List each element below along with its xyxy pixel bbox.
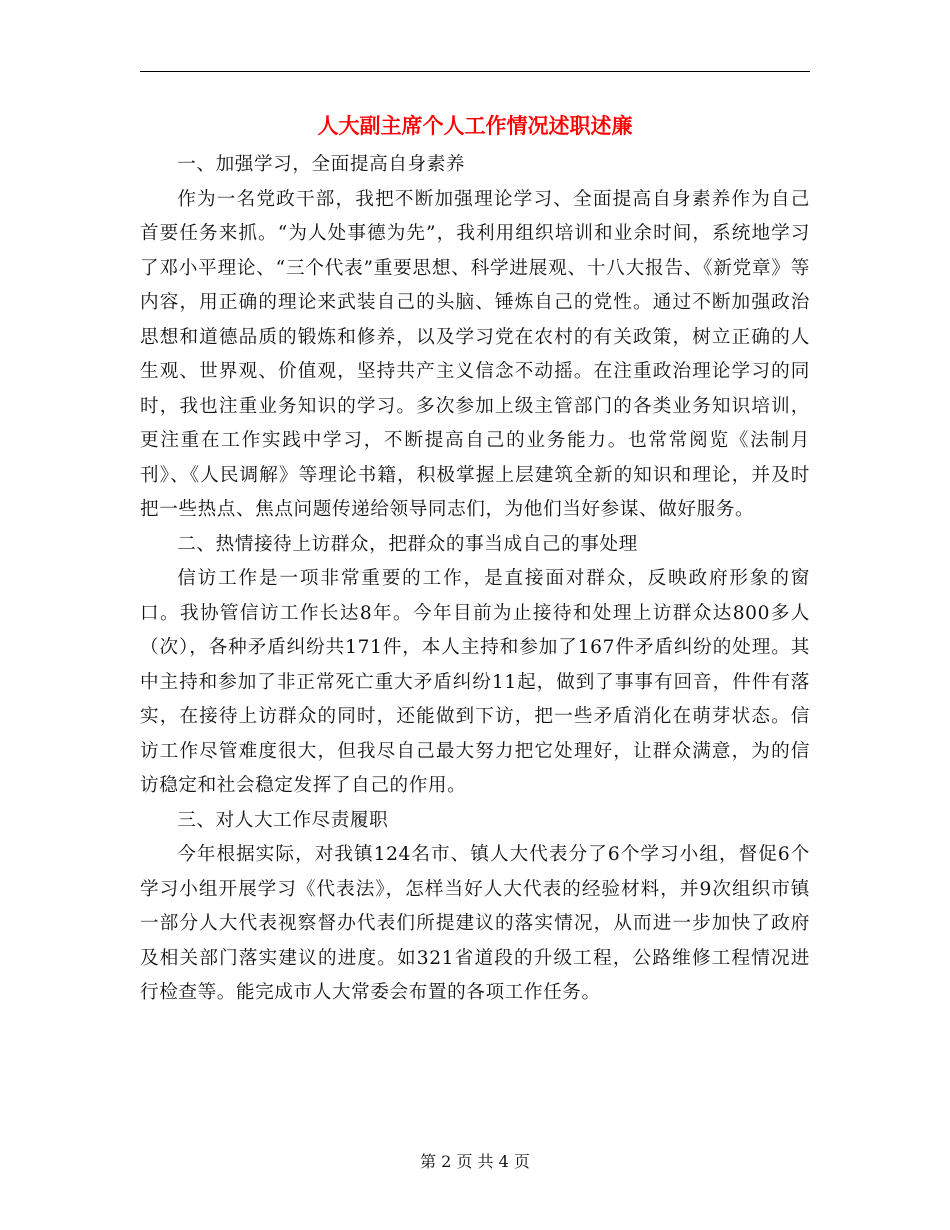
section-paragraph-2: 信访工作是一项非常重要的工作，是直接面对群众，反映政府形象的窗口。我协管信访工作长达8年。今年目前为止接待和处理上访群众达800多人（次），各种矛盾纠纷共171件，本人主持和参加了167件矛盾纠纷的处理。其中主持和参加了非正常死亡重大矛盾纠纷11起，做到了事事有回音，件件有落实，在接待上访群众的同时，还能做到下访，把一些矛盾消化在萌芽状态。信访工作尽管难度很大，但我尽自己最大努力把它处理好，让群众满意，为的信访稳定和社会稳定发挥了自己的作用。 [140, 568, 810, 796]
section-paragraph-1: 作为一名党政干部，我把不断加强理论学习、全面提高自身素养作为自己首要任务来抓。“为人处事德为先”，我利用组织培训和业余时间，系统地学习了邓小平理论、“三个代表”重要思想、科学进展观、十八大报告、《新党章》等内容，用正确的理论来武装自己的头脑、锤炼自己的党性。通过不断加强政治思想和道德品质的锻炼和修养，以及学习党在农村的有关政策，树立正确的人生观、世界观、价值观，坚持共产主义信念不动摇。在注重政治理论学习的同时，我也注重业务知识的学习。多次参加上级主管部门的各类业务知识培训，更注重在工作实践中学习，不断提高自己的业务能力。也常常阅览《法制月刊》、《人民调解》等理论书籍，积极掌握上层建筑全新的知识和理论，并及时把一些热点、焦点问题传递给领导同志们，为他们当好参谋、做好服务。 [140, 188, 810, 520]
document-title: 人大副主席个人工作情况述职述廉 [317, 114, 633, 138]
section-heading-2: 二、热情接待上访群众，把群众的事当成自己的事处理 [177, 533, 638, 555]
section-heading-1: 一、加强学习，全面提高自身素养 [177, 154, 466, 175]
page-footer: 第 2 页 共 4 页 [420, 1152, 530, 1171]
document-body [140, 148, 810, 1011]
section-heading-3: 三、对人大工作尽责履职 [177, 809, 389, 831]
header-rule [140, 71, 810, 72]
section-paragraph-3: 今年根据实际，对我镇124名市、镇人大代表分了6个学习小组，督促6个学习小组开展学习《代表法》，怎样当好人大代表的经验材料，并9次组织市镇一部分人大代表视察督办代表们所提建议的落实情况，从而进一步加快了政府及相关部门落实建议的进度。如321省道段的升级工程，公路维修工程情况进行检查等。能完成市人大常委会布置的各项工作任务。 [140, 844, 810, 1003]
